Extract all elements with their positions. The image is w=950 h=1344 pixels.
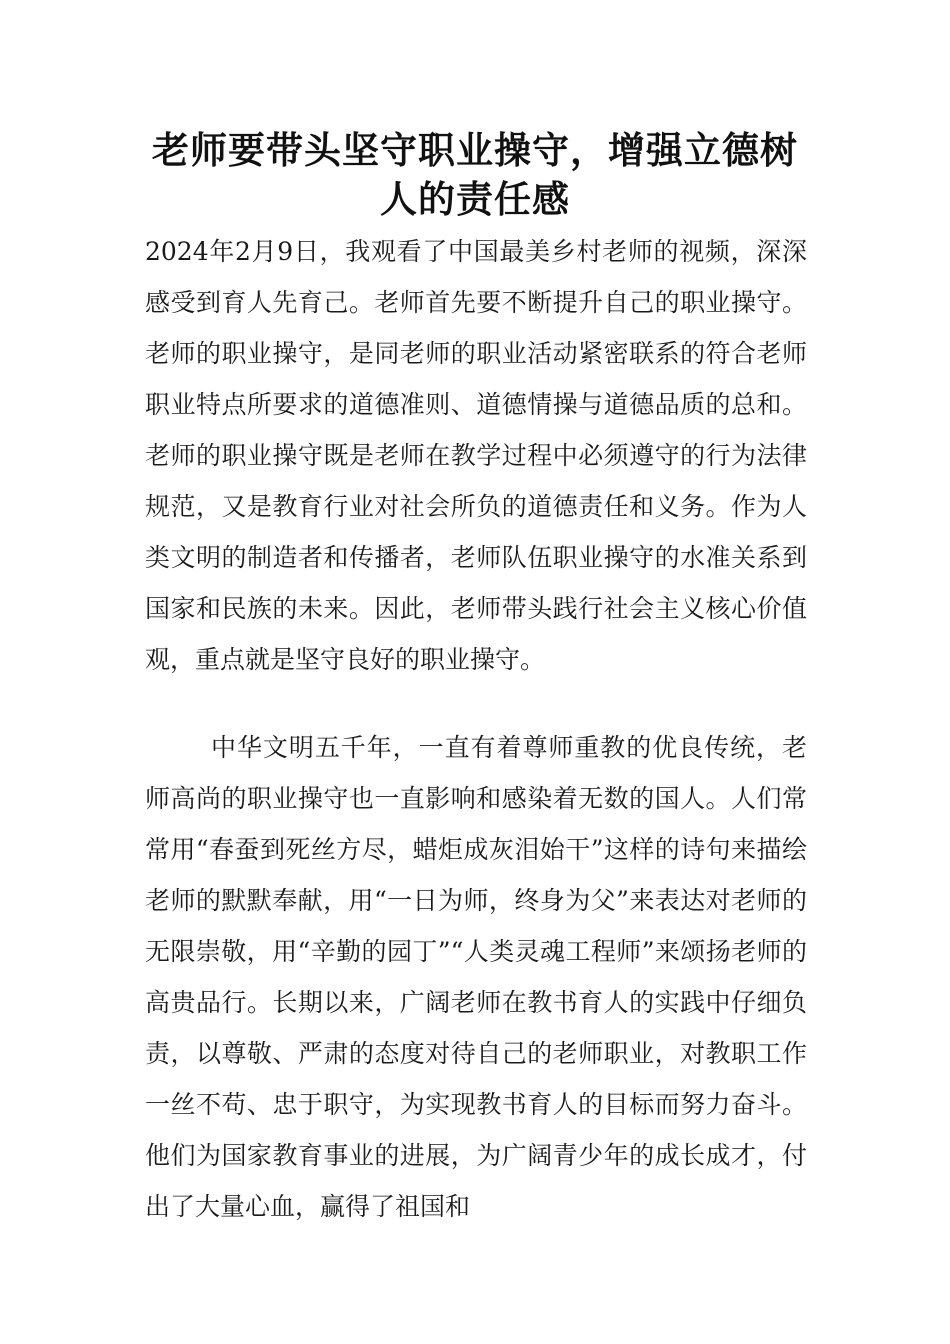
body-paragraph-1: 2024年2月9日，我观看了中国最美乡村老师的视频，深深感受到育人先育己。老师首先要不断提升自己的职业操守。老师的职业操守，是同老师的职业活动紧密联系的符合老师职业特点所要求的道德准则、道德情操与道德品质的总和。老师的职业操守既是老师在教学过程中必须遵守的行为法律规范，又是教育行业对社会所负的道德责任和义务。作为人类文明的制造者和传播者，老师队伍职业操守的水准关系到国家和民族的未来。因此，老师带头践行社会主义核心价值观，重点就是坚守良好的职业操守。 <box>145 237 807 674</box>
document-title: 老师要带头坚守职业操守，增强立德树人的责任感 <box>152 129 798 221</box>
body-paragraph-2: 中华文明五千年，一直有着尊师重教的优良传统，老师高尚的职业操守也一直影响和感染着无数的国人。人们常常用“春蚕到死丝方尽，蜡炬成灰泪始干”这样的诗句来描绘老师的默默奉献，用“一日为师，终身为父”来表达对老师的无限崇敬，用“辛勤的园丁”“人类灵魂工程师”来颂扬老师的高贵品行。长期以来，广阔老师在教书育人的实践中仔细负责，以尊敬、严肃的态度对待自己的老师职业，对教职工作一丝不苟、忠于职守，为实现教书育人的目标而努力奋斗。他们为国家教育事业的进展，为广阔青少年的成长成才，付出了大量心血，赢得了祖国和 <box>145 733 807 1221</box>
